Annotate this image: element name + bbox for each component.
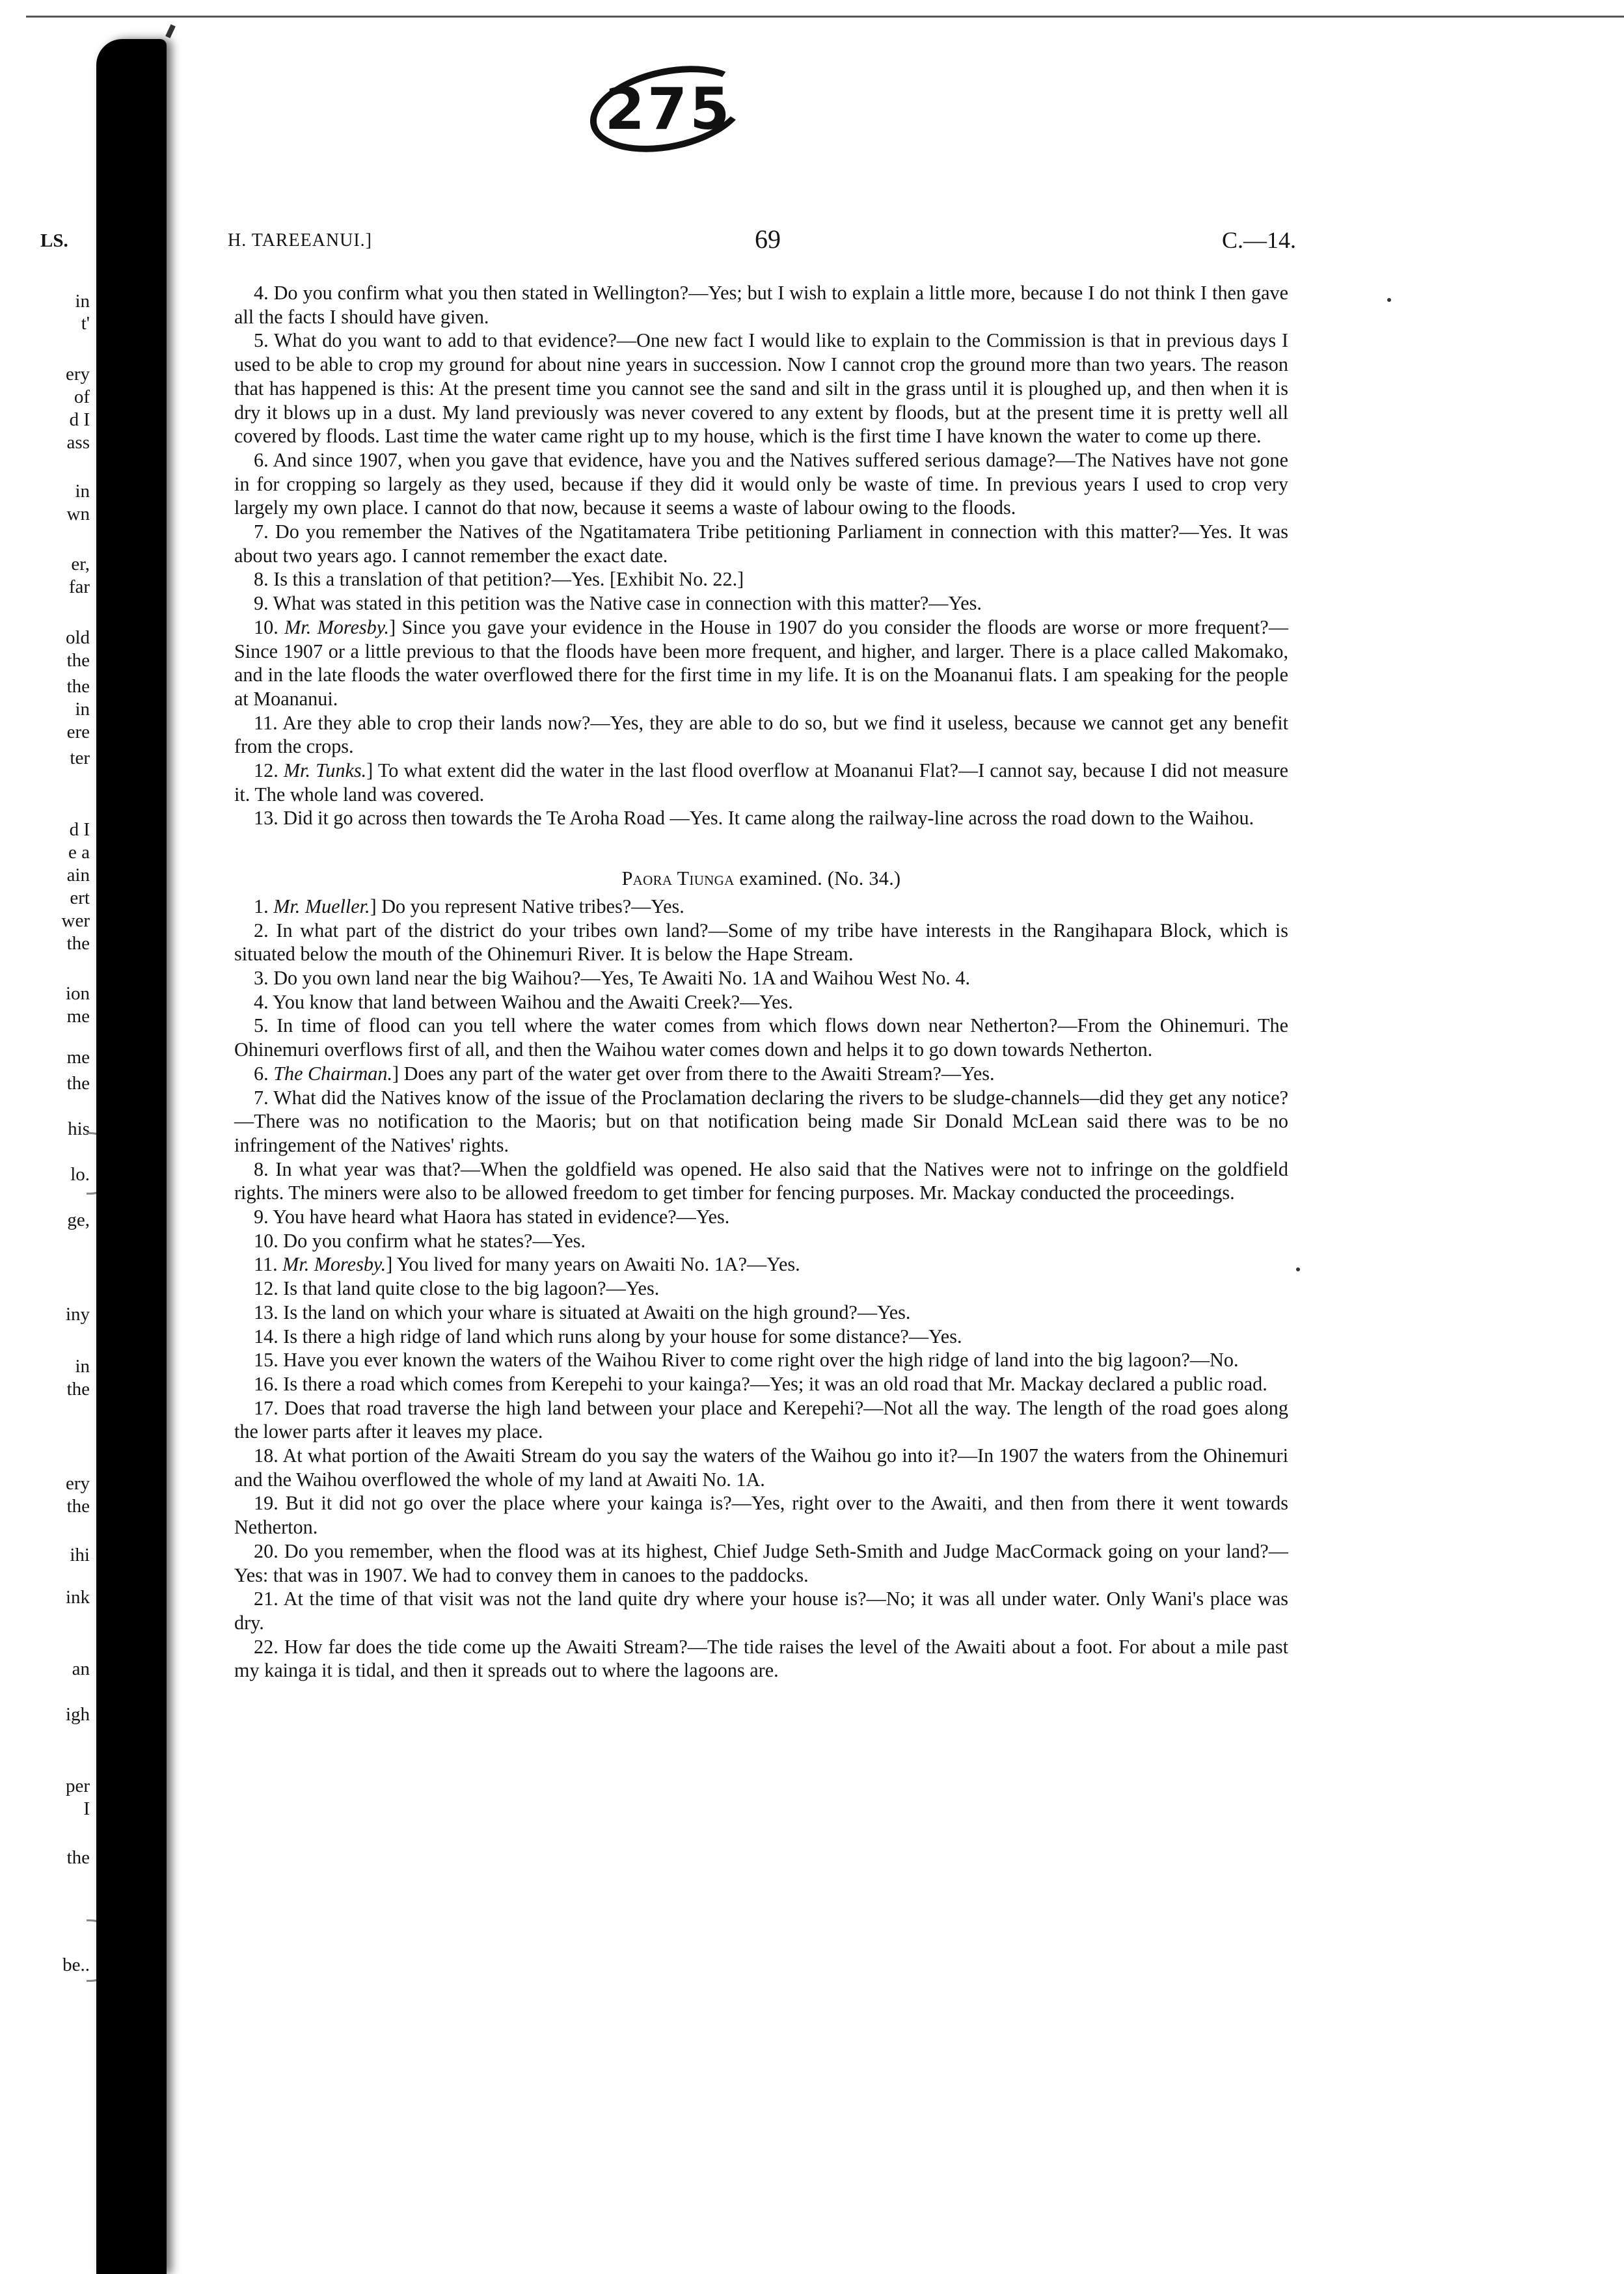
margin-text-fragment: LS.: [40, 230, 68, 251]
question-answer: 13. Is the land on which your whare is situated at Awaiti on the high ground?—Yes.: [254, 1301, 911, 1323]
qa-text: ] You lived for many years on Awaiti No. 1A?—Yes.: [386, 1253, 800, 1276]
question-answer: 9. What was stated in this petition was the Native case in connection with this matter?—Yes.: [254, 592, 982, 615]
speaker-name: Mr. Mueller.: [273, 895, 370, 917]
qa-text: ] Does any part of the water get over from there to the Awaiti Stream?—Yes.: [392, 1062, 995, 1085]
margin-text-fragment: ere: [66, 722, 90, 742]
question-answer: 13. Did it go across then towards the Te Aroha Road —Yes. It came along the railway-line across the road down to the Waihou.: [254, 807, 1254, 830]
witness-label: H. TAREEANUI.]: [228, 230, 372, 250]
margin-text-fragment: ge,: [67, 1210, 90, 1230]
question-answer: [234, 616, 1288, 711]
margin-text-fragment: an: [72, 1658, 90, 1679]
qa-text: ] Do you represent Native tribes?—Yes.: [370, 895, 684, 917]
question-answer: 11. Are they able to crop their lands now?—Yes, they are able to do so, but we find it useless, because we cannot get any benefit from the crops.: [234, 711, 1288, 758]
margin-text-fragment: the: [66, 1496, 90, 1517]
stamp-number: 275: [604, 75, 733, 142]
question-answer: 21. At the time of that visit was not the land quite dry where your house is?—No; it was all under water. Only Wani's place was dry.: [234, 1588, 1288, 1634]
margin-text-fragment: in: [75, 1356, 90, 1377]
margin-text-fragment: in: [75, 481, 90, 502]
margin-text-fragment: the: [66, 933, 90, 954]
question-answer: 19. But it did not go over the place where your kainga is?—Yes, right over to the Awaiti, and then from there it went towards Netherton.: [234, 1492, 1288, 1539]
heading-rest: examined. (No. 34.): [734, 867, 901, 890]
speaker-name: Mr. Tunks.: [283, 759, 367, 782]
question-answer: [234, 1252, 1288, 1277]
previous-page-margin: [25, 0, 96, 2274]
question-answer: [234, 759, 1288, 806]
margin-text-fragment: ihi: [70, 1545, 90, 1565]
question-answer: 20. Do you remember, when the flood was at its highest, Chief Judge Seth-Smith and Judge MacCormack going on your land?—Yes: that was in 1907. We had to convey them in canoes to the paddocks.: [234, 1539, 1288, 1586]
margin-text-fragment: per: [65, 1776, 90, 1796]
margin-text-fragment: d I: [69, 409, 90, 430]
margin-text-fragment: be..: [62, 1955, 90, 1975]
margin-text-fragment: lo.: [70, 1164, 90, 1185]
question-answer: 17. Does that road traverse the high land between your place and Kerepehi?—Not all the way. The length of the road goes along the lower parts after it leaves my place.: [234, 1396, 1288, 1443]
binding-shadow: [96, 39, 167, 2274]
margin-text-fragment: igh: [65, 1704, 90, 1725]
page-header: [228, 224, 1296, 260]
question-answer: [234, 1062, 1288, 1086]
qa-number: 6.: [254, 1062, 274, 1085]
margin-text-fragment: ery: [65, 364, 90, 385]
question-answer: 14. Is there a high ridge of land which runs along by your house for some distance?—Yes.: [254, 1325, 962, 1347]
document-code: C.—14.: [1221, 227, 1296, 253]
question-answer: 7. Do you remember the Natives of the Ngatitamatera Tribe petitioning Parliament in connection with this matter?—Yes. It was about two years ago. I cannot remember the exact date.: [234, 521, 1288, 567]
scan-mark: [165, 24, 176, 38]
question-answer: 4. Do you confirm what you then stated in Wellington?—Yes; but I wish to explain a little more, because I do not think I then gave all the facts I should have given.: [234, 282, 1288, 328]
question-answer: 18. At what portion of the Awaiti Stream do you say the waters of the Waihou go into it?—In 1907 the waters from the Ohinemuri and the Waihou overflowed the whole of my land at Awaiti No. 1A.: [234, 1444, 1288, 1491]
margin-text-fragment: er,: [71, 554, 90, 575]
margin-text-fragment: old: [65, 627, 90, 648]
question-answer: [234, 895, 1288, 919]
question-answer: 8. Is this a translation of that petition?—Yes. [Exhibit No. 22.]: [254, 568, 744, 591]
question-answer: 22. How far does the tide come up the Awaiti Stream?—The tide raises the level of the Awaiti about a foot. For about a mile past my kainga it is tidal, and then it spreads out to where the lagoons are.: [234, 1635, 1288, 1682]
question-answer: 8. In what year was that?—When the goldfield was opened. He also said that the Natives were not to infringe on the goldfield rights. The miners were also to be allowed freedom to get timber for fencing purposes. Mr. Mackay conducted the proceedings.: [234, 1157, 1288, 1204]
stamp-ring: [582, 53, 755, 165]
speaker-name: Mr. Moresby.: [284, 616, 390, 638]
question-answer: 9. You have heard what Haora has stated in evidence?—Yes.: [254, 1206, 730, 1228]
question-answer: 7. What did the Natives know of the issue of the Proclamation declaring the rivers to be sludge-channels—did they get any notice?—There was no notification to the Maoris; but on that notification being made Sir Donald McLean said there was to be no infringement of the Natives' rights.: [234, 1086, 1288, 1156]
margin-text-fragment: the: [66, 1073, 90, 1094]
witness-section-heading: [234, 867, 1288, 891]
margin-text-fragment: his: [68, 1118, 90, 1139]
question-answer: 5. What do you want to add to that evidence?—One new fact I would like to explain to the Commission is that in previous days I used to be able to crop my ground for about nine years in succession. Now I cannot crop the ground more than two years. The reason that has happened is this: At the present time you cannot see the sand and silt in the grass until it is ploughed up, and then when it is dry it blows up in a dust. My land previously was never covered to any extent by floods, but at the present time it is pretty well all covered by floods. Last time the water came right up to my house, which is the first time I have known the water to come up there.: [234, 329, 1288, 448]
margin-text-fragment: in: [75, 699, 90, 720]
question-answer: 2. In what part of the district do your tribes own land?—Some of my tribe have interests in the Rangihapara Block, which is situated below the mouth of the Ohinemuri River. It is below the Hape Stream.: [234, 919, 1288, 966]
margin-text-fragment: ain: [66, 865, 90, 886]
margin-text-fragment: ert: [70, 887, 90, 908]
margin-text-fragment: ass: [66, 432, 90, 453]
qa-text: ] Since you gave your evidence in the House in 1907 do you consider the floods are worse or more frequent?—Since 1907 or a little previous to that the floods have been more frequent, and higher, and larger. There is a place called Makomako, and in the late floods the water overflowed there for the first time in my life. It is on the Moananui flats. I am speaking for the people at Moananui.: [234, 616, 1289, 710]
question-answer: 12. Is that land quite close to the big lagoon?—Yes.: [254, 1277, 660, 1300]
qa-number: 12.: [254, 759, 284, 782]
question-answer: 5. In time of flood can you tell where the water comes from which flows down near Netherton?—From the Ohinemuri. The Ohinemuri overflows first of all, and then the Waihou water comes down and helps it to go down towards Netherton.: [234, 1014, 1288, 1061]
page-number: 69: [755, 224, 781, 254]
question-answer: 10. Do you confirm what he states?—Yes.: [254, 1229, 586, 1252]
margin-text-fragment: ink: [65, 1587, 90, 1608]
margin-text-fragment: me: [66, 1047, 90, 1068]
margin-text-fragment: the: [66, 676, 90, 697]
question-answer: 3. Do you own land near the big Waihou?—Yes, Te Awaiti No. 1A and Waihou West No. 4.: [254, 966, 971, 989]
margin-text-fragment: I: [83, 1798, 90, 1819]
margin-text-fragment: in: [75, 291, 90, 312]
question-answer: 6. And since 1907, when you gave that evidence, have you and the Natives suffered serious damage?—The Natives have not gone in for cropping so largely as they used, because if they did it would only be waste of time. In previous years I used to crop very largely my own place. I cannot do that now, because it seems a waste of labour owing to the floods.: [234, 448, 1288, 519]
margin-text-fragment: ion: [65, 983, 90, 1004]
margin-text-fragment: iny: [65, 1304, 90, 1325]
margin-text-fragment: the: [66, 650, 90, 671]
margin-text-fragment: wer: [61, 910, 90, 931]
margin-text-fragment: me: [66, 1006, 90, 1027]
qa-number: 1.: [254, 895, 274, 917]
speaker-name: Mr. Moresby.: [282, 1253, 386, 1276]
question-answer: 4. You know that land between Waihou and the Awaiti Creek?—Yes.: [254, 990, 793, 1013]
margin-text-fragment: the: [66, 1847, 90, 1868]
speaker-name: The Chairman.: [273, 1062, 393, 1085]
margin-text-fragment: the: [66, 1379, 90, 1400]
scan-speck: [1387, 298, 1391, 302]
margin-text-fragment: t': [81, 313, 90, 334]
margin-text-fragment: far: [68, 576, 90, 597]
margin-text-fragment: d I: [69, 819, 90, 840]
question-answer: 15. Have you ever known the waters of the Waihou River to come right over the high ridge of land into the big lagoon?—No.: [254, 1349, 1239, 1372]
qa-number: 10.: [254, 616, 285, 638]
margin-text-fragment: ter: [70, 748, 90, 768]
margin-text-fragment: wn: [66, 504, 90, 524]
handwritten-page-stamp: [589, 68, 748, 150]
witness-name: Paora Tiunga: [621, 867, 735, 890]
margin-text-fragment: e a: [68, 842, 90, 863]
margin-text-fragment: of: [74, 386, 90, 407]
question-answer: 16. Is there a road which comes from Kerepehi to your kainga?—Yes; it was an old road that Mr. Mackay declared a public road.: [254, 1372, 1267, 1395]
scan-speck: [1296, 1267, 1300, 1271]
testimony-body: [234, 281, 1288, 1683]
qa-text: ] To what extent did the water in the last flood overflow at Moananui Flat?—I cannot say, because I did not measure it. The whole land was covered.: [234, 759, 1289, 805]
top-scan-rule: [26, 16, 1624, 18]
margin-text-fragment: ery: [65, 1473, 90, 1494]
qa-number: 11.: [254, 1253, 283, 1276]
